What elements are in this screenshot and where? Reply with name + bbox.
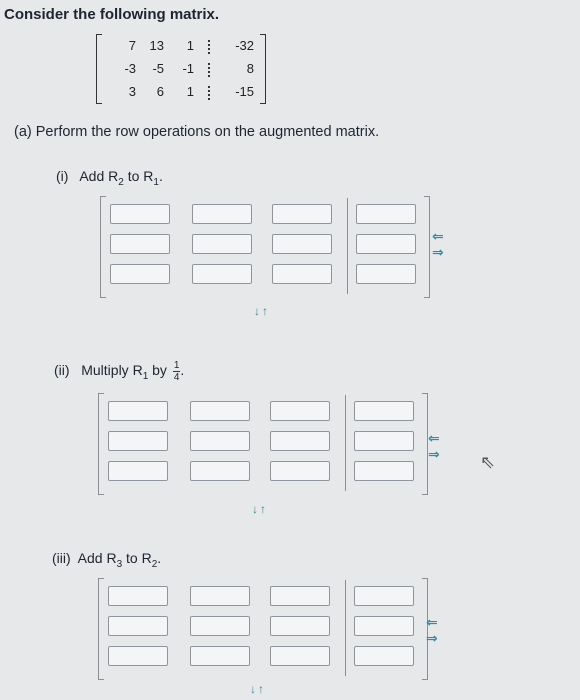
arrow-up-icon[interactable]: ↑ [258, 682, 266, 696]
matrix-input-r2c1[interactable] [108, 616, 168, 636]
matrix-cell: 1 [186, 84, 194, 99]
matrix-input-r1c3[interactable] [272, 204, 332, 224]
answer-matrix-i [100, 196, 430, 296]
matrix-input-r1c3[interactable] [270, 401, 330, 421]
arrow-right-icon[interactable]: ⇒ [428, 446, 440, 462]
augment-divider [208, 63, 210, 77]
matrix-cell: -1 [182, 61, 194, 76]
matrix-cell: -3 [124, 61, 136, 76]
fraction-numerator: 1 [173, 360, 180, 371]
grid-left-bracket [98, 578, 104, 680]
matrix-left-bracket [96, 34, 102, 104]
matrix-input-r3c4[interactable] [356, 264, 416, 284]
matrix-cell: -15 [235, 84, 254, 99]
augment-divider [208, 86, 210, 100]
step-text: by [148, 362, 171, 379]
arrow-up-icon[interactable]: ↑ [262, 304, 270, 318]
matrix-input-r1c4[interactable] [354, 401, 414, 421]
step-subscript: 2 [118, 176, 124, 188]
given-matrix [96, 32, 266, 104]
matrix-input-r2c2[interactable] [190, 431, 250, 451]
matrix-cell: 6 [156, 84, 164, 99]
matrix-cell: 3 [128, 84, 136, 99]
matrix-cell: -5 [152, 61, 164, 76]
matrix-cell: 13 [149, 38, 164, 53]
matrix-input-r2c3[interactable] [270, 616, 330, 636]
step-number: (iii) [52, 550, 71, 566]
step-number: (i) [56, 168, 69, 184]
answer-matrix-iii [98, 578, 428, 678]
matrix-input-r2c1[interactable] [108, 431, 168, 451]
step-iii-label [52, 550, 161, 570]
matrix-input-r3c2[interactable] [190, 461, 250, 481]
question-title: Consider the following matrix. [4, 6, 220, 23]
step-number: (ii) [54, 362, 70, 379]
augment-divider [345, 580, 346, 676]
matrix-input-r3c3[interactable] [272, 264, 332, 284]
matrix-input-r3c1[interactable] [110, 264, 170, 284]
matrix-input-r3c2[interactable] [190, 646, 250, 666]
column-resize-arrows[interactable] [254, 304, 270, 318]
matrix-input-r1c1[interactable] [108, 586, 168, 606]
matrix-input-r2c1[interactable] [110, 234, 170, 254]
arrow-left-icon[interactable]: ⇐ [426, 614, 438, 630]
matrix-cell: 1 [186, 38, 194, 53]
arrow-right-icon[interactable]: ⇒ [432, 244, 444, 260]
step-text: . [158, 168, 163, 184]
row-resize-arrows[interactable] [432, 228, 448, 268]
matrix-input-r3c3[interactable] [270, 461, 330, 481]
arrow-down-icon[interactable]: ↓ [252, 502, 260, 516]
matrix-input-r3c4[interactable] [354, 646, 414, 666]
arrow-left-icon[interactable]: ⇐ [432, 228, 444, 244]
matrix-cell: -32 [235, 38, 254, 53]
arrow-up-icon[interactable]: ↑ [260, 502, 268, 516]
matrix-right-bracket [260, 34, 266, 104]
step-text: Add R [79, 168, 119, 184]
augment-divider [347, 198, 348, 294]
step-text: Add R [77, 550, 117, 566]
step-text: . [180, 362, 185, 379]
matrix-input-r1c2[interactable] [192, 204, 252, 224]
arrow-down-icon[interactable]: ↓ [254, 304, 262, 318]
matrix-input-r1c2[interactable] [190, 401, 250, 421]
arrow-left-icon[interactable]: ⇐ [428, 430, 440, 446]
matrix-input-r2c2[interactable] [190, 616, 250, 636]
mouse-cursor-icon: ⇖ [480, 452, 496, 472]
augment-divider [208, 40, 210, 54]
matrix-input-r2c2[interactable] [192, 234, 252, 254]
row-resize-arrows[interactable] [428, 430, 444, 470]
arrow-right-icon[interactable]: ⇒ [426, 630, 438, 646]
column-resize-arrows[interactable] [250, 682, 266, 696]
row-resize-arrows[interactable] [426, 614, 442, 654]
part-a-instruction: (a) Perform the row operations on the augmented matrix. [14, 124, 380, 140]
matrix-input-r1c4[interactable] [354, 586, 414, 606]
step-text: to R [122, 550, 152, 566]
matrix-input-r1c1[interactable] [108, 401, 168, 421]
fraction-denominator: 4 [173, 372, 180, 383]
augment-divider [345, 395, 346, 491]
step-i-label [56, 168, 163, 188]
matrix-cell: 7 [128, 38, 136, 53]
matrix-input-r3c3[interactable] [270, 646, 330, 666]
column-resize-arrows[interactable] [252, 502, 268, 516]
matrix-input-r1c3[interactable] [270, 586, 330, 606]
matrix-input-r1c4[interactable] [356, 204, 416, 224]
matrix-input-r1c1[interactable] [110, 204, 170, 224]
matrix-input-r2c4[interactable] [354, 616, 414, 636]
grid-left-bracket [98, 393, 104, 495]
matrix-input-r2c3[interactable] [270, 431, 330, 451]
matrix-input-r2c3[interactable] [272, 234, 332, 254]
step-text: . [157, 550, 162, 566]
matrix-input-r3c1[interactable] [108, 646, 168, 666]
matrix-input-r2c4[interactable] [356, 234, 416, 254]
step-text: to R [123, 168, 154, 184]
step-subscript: 3 [116, 558, 123, 570]
matrix-input-r1c2[interactable] [190, 586, 250, 606]
grid-right-bracket [424, 196, 430, 298]
matrix-input-r3c2[interactable] [192, 264, 252, 284]
step-subscript: 1 [142, 371, 149, 382]
matrix-input-r3c1[interactable] [108, 461, 168, 481]
answer-matrix-ii [98, 393, 428, 493]
step-subscript: 1 [153, 176, 159, 188]
grid-left-bracket [100, 196, 106, 298]
step-ii-label [54, 360, 184, 383]
step-subscript: 2 [151, 558, 158, 570]
matrix-cell: 8 [246, 61, 254, 76]
matrix-input-r3c4[interactable] [354, 461, 414, 481]
step-text: Multiply R [81, 362, 143, 379]
arrow-down-icon[interactable]: ↓ [250, 682, 258, 696]
matrix-input-r2c4[interactable] [354, 431, 414, 451]
